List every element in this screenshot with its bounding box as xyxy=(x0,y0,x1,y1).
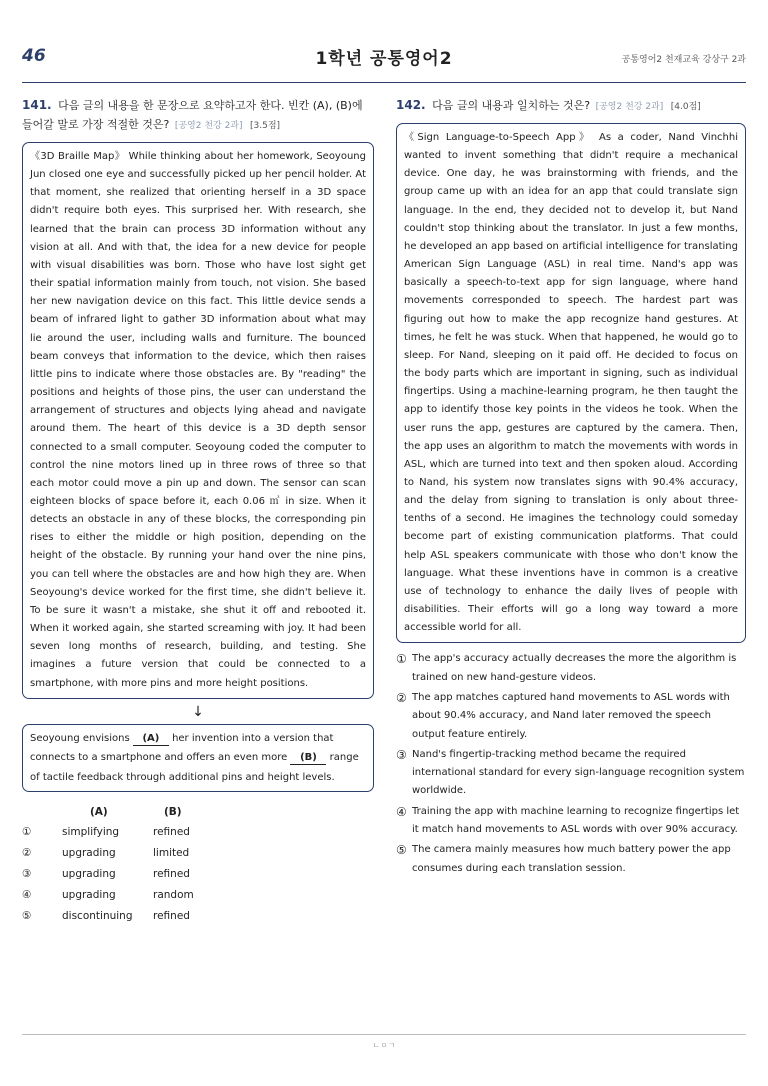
choice-text: Nand's fingertip-tracking method became the required international standard for every sign-language recognition system worldwide. xyxy=(412,748,745,797)
choice-text: The camera mainly measures how much battery power the app consumes during each translation session. xyxy=(412,844,731,874)
choice-text: The app matches captured hand movements to ASL words with about 90.4% accuracy, and Nand later removed the speech output feature entirely. xyxy=(412,691,730,740)
summary-box xyxy=(22,724,374,793)
option-number: ① xyxy=(22,826,32,839)
footer-mark: ㄴㅇㄱ xyxy=(372,1041,396,1050)
choice-number: ③ xyxy=(396,747,407,762)
answer-option-4[interactable] xyxy=(22,887,374,908)
answer-choice-4[interactable] xyxy=(396,803,746,840)
option-a-value: upgrading xyxy=(62,868,116,881)
question-number: 142. xyxy=(396,98,426,112)
option-b-value: refined xyxy=(153,868,190,881)
option-b-value: refined xyxy=(153,826,190,839)
question-142-header xyxy=(396,96,746,117)
answer-choice-2[interactable] xyxy=(396,689,746,744)
question-text: 다음 글의 내용과 일치하는 것은? xyxy=(432,99,591,112)
passage-box: 《Sign Language-to-Speech App》 As a coder, Nand Vinchhi wanted to invent something that didn't require a mechanical device. One day, he was brainstorming with friends, and the group came up with an idea for an app that could translate sign language. In the end, they decided not to develop it, but Nand couldn't stop thinking about the translator. In just a few months, he developed an app based on artificial intelligence for translating American Sign Language (ASL) in real time. Nand's app was basically a speech-to-text app for sign language, where hand movements corresponded to speech. The hardest part was figuring out how to make the app recognize hand gestures. At times, he felt he was stuck. When that happened, he would go to sleep. For Nand, sleeping on it paid off. He decided to focus on the body parts which are important in signing, such as individual fingertips. Using a machine-learning program, he then taught the app to identify those key points in the videos he took. When the user runs the app, gestures are captured by the camera. Then, the app uses an algorithm to match the movements with words in ASL, which are turned into text and then spoken aloud. According to Nand, his system now translates signs with 90.4% accuracy, and the delay from signing to translation is only about three-tenths of a second. He imagines the technology could someday become part of existing communication platforms. That could help ASL speakers communicate with those who don't know the language. What these inventions have in common is a creative use of technology to enhance the daily lives of people with disabilities. Their efforts will go a long way toward a more accessible world for all. xyxy=(396,123,746,643)
option-b-value: limited xyxy=(153,847,190,860)
question-text: 다음 글의 내용을 한 문장으로 요약하고자 한다. 빈칸 (A), (B)에 들어갈 말로 가장 적절한 것은? xyxy=(22,99,363,131)
answer-option-1[interactable] xyxy=(22,824,374,845)
option-b-value: refined xyxy=(153,910,190,923)
choice-number: ① xyxy=(396,652,407,667)
question-source: [공영2 천강 2과] xyxy=(174,121,243,131)
summary-text-2: her invention into a version that connects to a smartphone and offers an even more xyxy=(30,732,334,764)
answer-choice-5[interactable] xyxy=(396,841,746,878)
option-a-value: upgrading xyxy=(62,889,116,902)
header-divider xyxy=(22,82,746,83)
choice-text: Training the app with machine learning to recognize fingertips let it match hand movements to ASL words with over 90% accuracy. xyxy=(412,805,740,836)
question-141-header xyxy=(22,96,374,136)
option-a-value: discontinuing xyxy=(62,910,133,923)
option-a-value: simplifying xyxy=(62,826,120,839)
question-source: [공영2 천강 2과] xyxy=(595,102,664,112)
page-header xyxy=(22,38,746,78)
blank-a: (A) xyxy=(133,732,169,746)
answer-option-2[interactable] xyxy=(22,845,374,866)
option-b-value: random xyxy=(153,889,194,902)
option-a-value: upgrading xyxy=(62,847,116,860)
column-a-header: (A) xyxy=(90,806,108,819)
question-142 xyxy=(396,96,746,880)
answer-choice-1[interactable] xyxy=(396,650,746,687)
question-number: 141. xyxy=(22,98,52,112)
column-b-header: (B) xyxy=(164,806,182,819)
answer-options xyxy=(22,824,374,929)
header-source-text: 공통영어2 천재교육 강상구 2과 xyxy=(621,55,746,65)
passage-box: 《3D Braille Map》 While thinking about her homework, Seoyoung Jun closed one eye and successfully picked up her pencil holder. At that moment, she realized that orienting herself in a 3D space didn't require both eyes. This surprised her. With research, she learned that the brain can process 3D information without any vision at all. And with that, the idea for a new device for people with visual disabilities was born. Those who have lost sight get their spatial information mainly from touch, not vision. She based her new navigation device on this fact. This little device sends a beam of infrared light to gather 3D information about what may lie around the user, including walls and furniture. The bounced beam conveys that information to the device, which then raises little pins to indicate where those obstacles are. By "reading" the positions and heights of those pins, the user can understand the arrangement of structures and objects lying ahead and navigate around them. The heart of this device is a 3D depth sensor connected to a small computer. Seoyoung coded the computer to control the nine motors lined up in three rows of three so that each motor could move a pin up and down. The sensor can scan eighteen blocks of space before it, each 0.06 ㎥ in size. When it detects an obstacle in any of these blocks, the corresponding pin rises to either the middle or high position, depending on the height of the obstacle. By running your hand over the nine pins, you can tell where the obstacles are and how high they are. When Seoyoung's device worked for the first time, she didn't believe it. To be sure it wasn't a mistake, she shut it off and rebooted it. When it worked again, she started screaming with joy. It had been seven long months of research, building, and testing. She imagines a future version that could be connected to a smartphone, with more pins and more height positions. xyxy=(22,142,374,699)
choice-text: The app's accuracy actually decreases the more the algorithm is trained on new hand-gesture videos. xyxy=(412,653,737,683)
option-number: ④ xyxy=(22,889,32,902)
option-number: ② xyxy=(22,847,32,860)
choice-number: ④ xyxy=(396,804,407,819)
page-number: 46 xyxy=(22,46,46,66)
answer-option-3[interactable] xyxy=(22,866,374,887)
option-number: ③ xyxy=(22,868,32,881)
option-number: ⑤ xyxy=(22,910,32,923)
choice-number: ② xyxy=(396,690,407,705)
footer-divider xyxy=(22,1034,746,1035)
answer-choice-3[interactable] xyxy=(396,746,746,801)
summary-text-1: Seoyoung envisions xyxy=(30,732,133,744)
down-arrow-icon: ↓ xyxy=(192,703,204,720)
question-141 xyxy=(22,96,374,929)
summary-text-3: range of tactile feedback through additional pins and height levels. xyxy=(30,752,359,783)
answer-choices xyxy=(396,650,746,878)
question-points: [3.5점] xyxy=(250,121,281,131)
answer-column-headers xyxy=(22,802,374,824)
blank-b: (B) xyxy=(290,751,326,765)
question-points: [4.0점] xyxy=(670,102,701,112)
choice-number: ⑤ xyxy=(396,843,407,858)
page-title: 1학년 공통영어2 xyxy=(315,49,453,69)
answer-option-5[interactable] xyxy=(22,908,374,929)
